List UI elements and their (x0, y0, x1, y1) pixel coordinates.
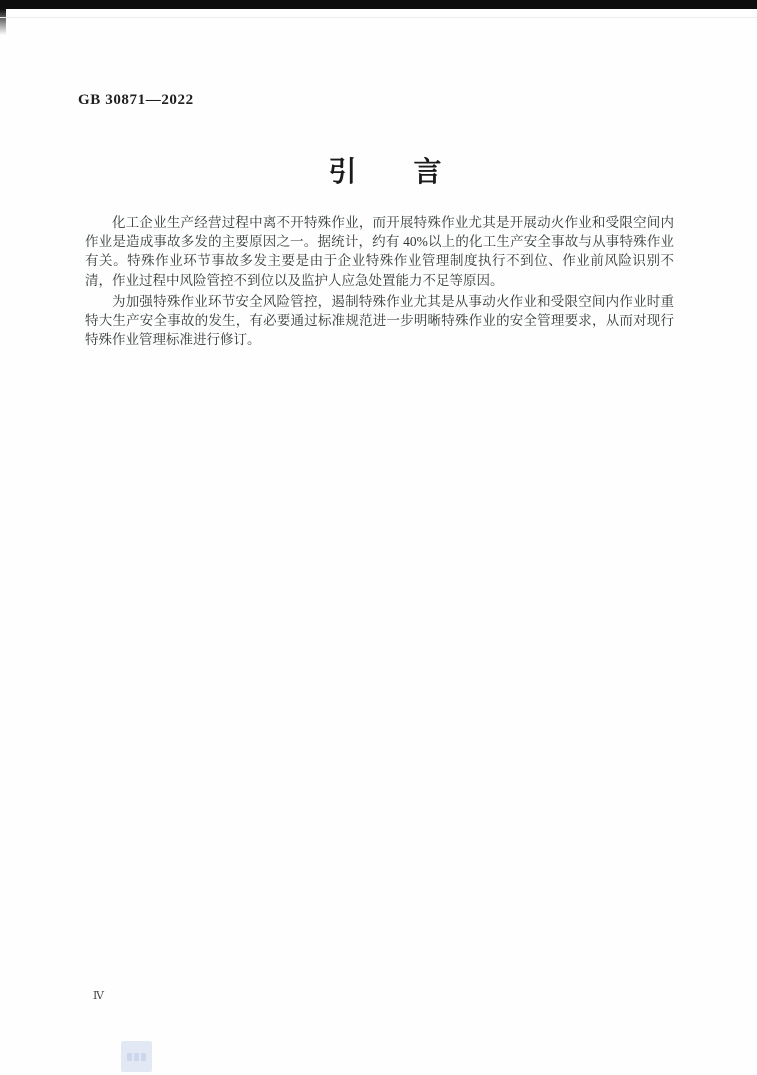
watermark-glyphs (127, 1053, 146, 1061)
intro-paragraph-1: 化工企业生产经营过程中离不开特殊作业，而开展特殊作业尤其是开展动火作业和受限空间内作业是造成事故多发的主要原因之一。据统计，约有 40%以上的化工生产安全事故与从事特殊作业有关。特殊作业环节事故多发主要是由于企业特殊作业管理制度执行不到位、作业前风险识别不清，作业过程中风险管控不到位以及监护人应急处置能力不足等原因。 (85, 215, 674, 288)
page-number: Ⅳ (93, 990, 105, 1002)
page-title (0, 150, 757, 190)
page-title-char-left: 引 (328, 156, 357, 187)
scan-edge-corner (0, 9, 6, 35)
page-title-char-right: 言 (413, 156, 442, 187)
watermark-logo-icon (121, 1041, 152, 1072)
scan-edge-top (0, 0, 757, 9)
intro-paragraph-2: 为加强特殊作业环节安全风险管控，遏制特殊作业尤其是从事动火作业和受限空间内作业时重特大生产安全事故的发生，有必要通过标准规范进一步明晰特殊作业的安全管理要求，从而对现行特殊作业管理标准进行修订。 (85, 293, 674, 348)
scan-hairline (0, 17, 757, 18)
introduction-body (85, 213, 674, 351)
standard-code: GB 30871—2022 (78, 92, 194, 108)
